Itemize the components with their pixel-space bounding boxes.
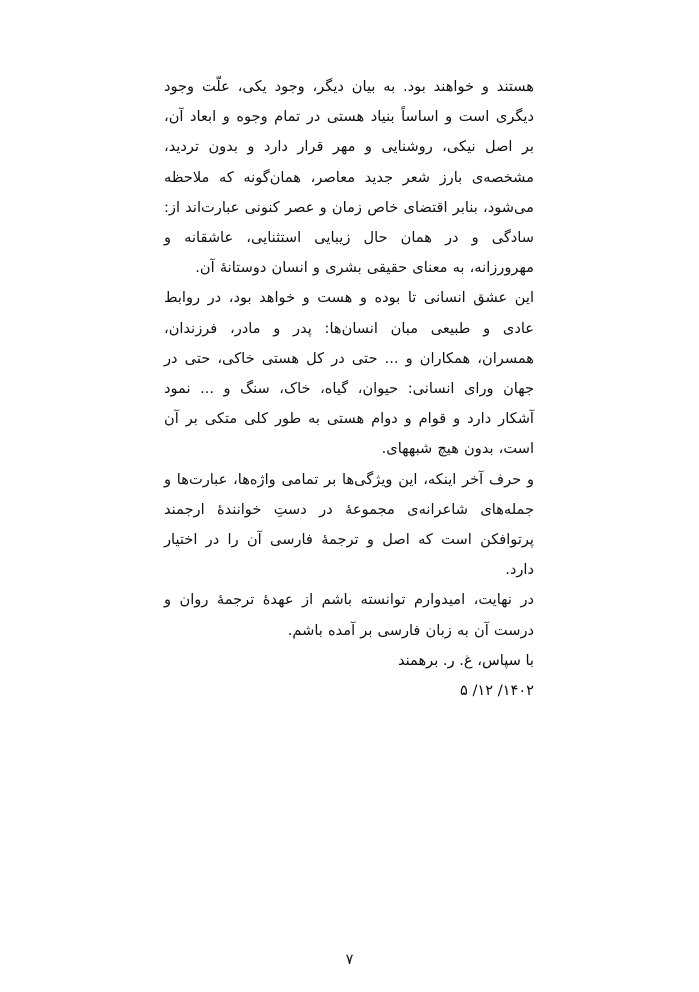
date-line: ۱۴۰۲/ ۱۲/ ۵ bbox=[459, 682, 534, 700]
page-number: ۷ bbox=[345, 952, 354, 968]
document-text-block bbox=[164, 72, 534, 706]
paragraph-3: و حرف آخر اینکه، این ویژگی‌ها بر تمامی واژه‌ها، عبارت‌ها و جمله‌های شاعرانه‌ی مجموعهٔ در دستِ خوانندهٔ ارجمند پرتوافکن است که اصل و ترجمهٔ فارسی آن را در اختیار دارد. bbox=[164, 470, 534, 579]
paragraph-4: در نهایت، امیدوارم توانسته باشم از عهدهٔ ترجمهٔ روان و درست آن به زبان فارسی بر آمده باشم. bbox=[164, 591, 534, 639]
signature-line: با سپاس، غ. ر. برهمند bbox=[397, 651, 534, 669]
paragraph-1: هستند و خواهند بود. به بیان دیگر، وجود یکی، علّت وجود دیگری است و اساساً بنیاد هستی در تمام وجوه و ابعاد آن، بر اصل نیکی، روشنایی و مهر قرار دارد و بدون تردید، مشخصه‌ی بارز شعر جدید معاصر، همان‌گونه که ملاحظه می‌شود، بنابر اقتضای خاص زمان و عصر کنونی عبارت‌اند از: سادگی و در همان حال زیبایی استثنایی، عاشقانه و مهرورزانه، به معنای حقیقی بشری و انسان دوستانهٔ آن. bbox=[164, 78, 534, 277]
paragraph-2: این عشق انسانی تا بوده و هست و خواهد بود، در روابط عادی و طبیعی مبان انسان‌ها: پدر و مادر، فرزندان، همسران، همکاران و ... حتی در کل هستی خاکی، حتی در جهان ورای انسانی: حیوان، گیاه، خاک، سنگ و ... نمود آشکار دارد و قوام و دوام هستی به طور کلی متکی بر آن است، بدون هیچ شبههای. bbox=[164, 289, 534, 458]
